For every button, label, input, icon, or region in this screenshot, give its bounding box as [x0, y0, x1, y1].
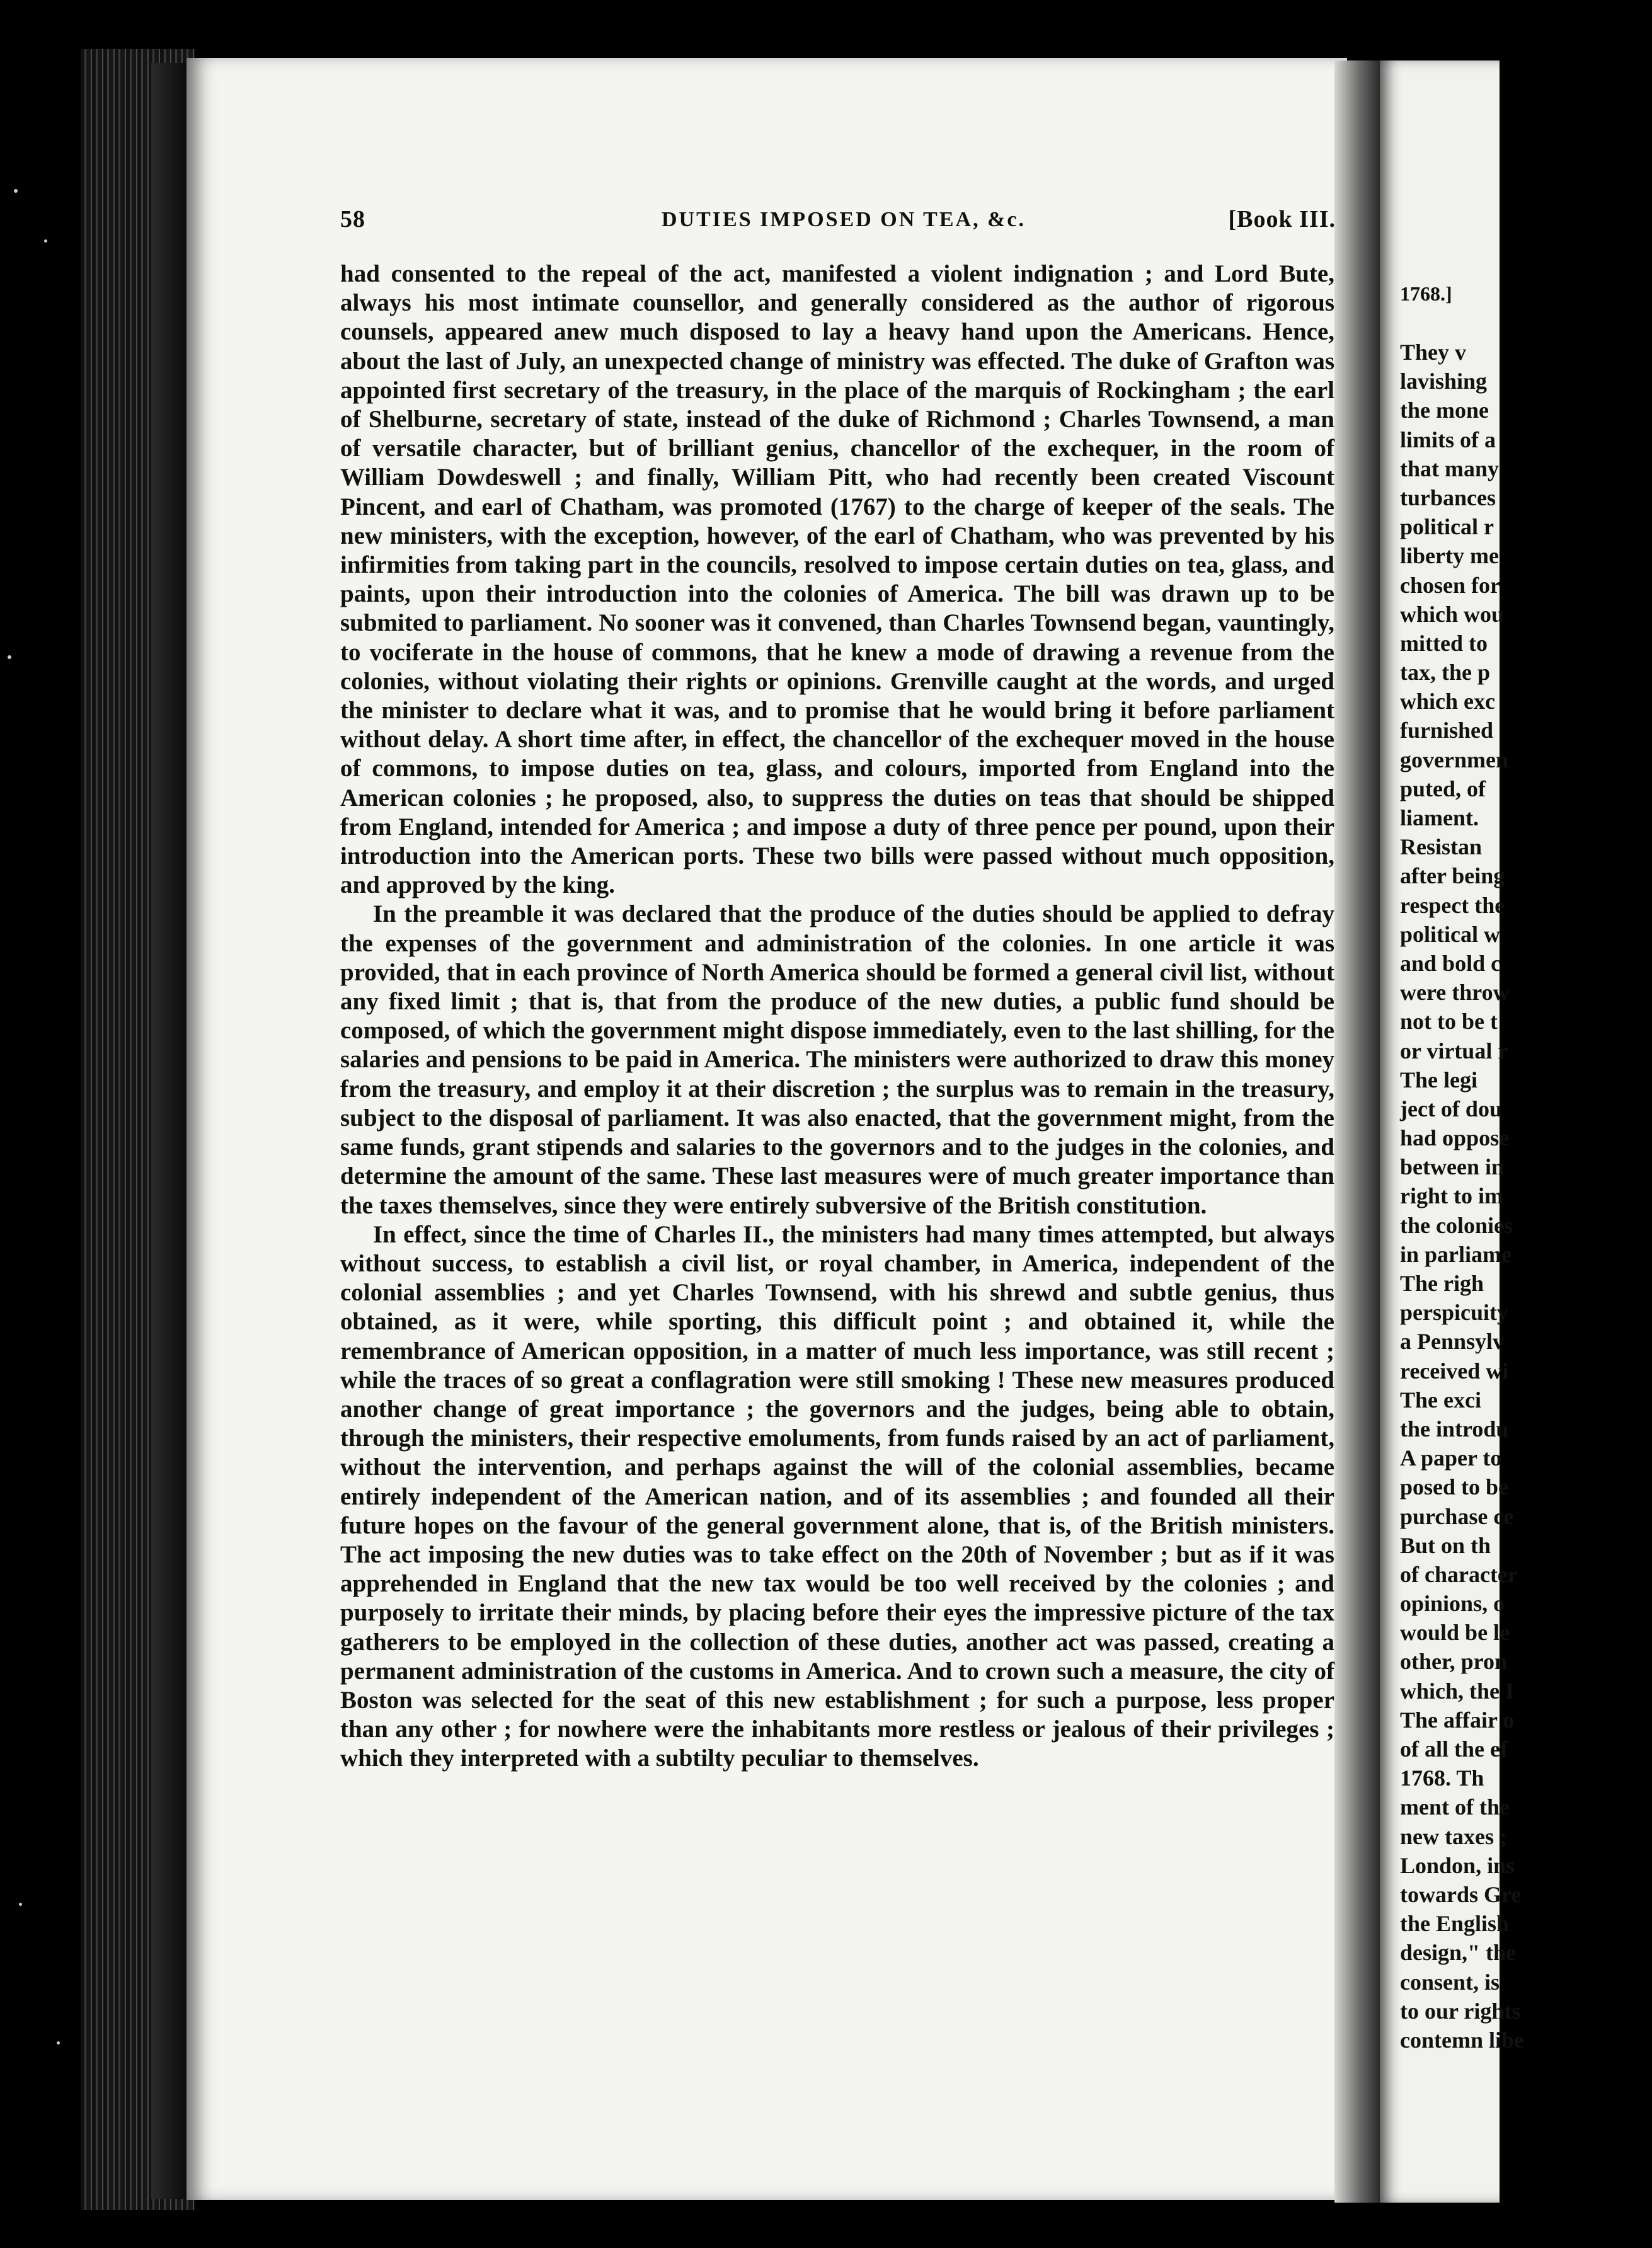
facing-page-line: in parliame: [1400, 1241, 1511, 1267]
dust-speck: [19, 1903, 22, 1906]
facing-page-line: 1768. Th: [1400, 1765, 1484, 1791]
facing-page-line: were throw: [1400, 980, 1510, 1006]
facing-page-line: which wou: [1400, 601, 1505, 627]
facing-page-line: not to be t: [1400, 1009, 1498, 1035]
facing-page-line: respect the: [1400, 892, 1505, 918]
facing-page-line: after being: [1400, 863, 1505, 889]
facing-page-line: between in: [1400, 1154, 1504, 1180]
facing-page-line: new taxes ;: [1400, 1823, 1507, 1849]
facing-page-line: tax, the p: [1400, 660, 1490, 685]
facing-page-line: right to im: [1400, 1183, 1503, 1209]
page-gutter: [1334, 60, 1385, 2203]
facing-page-line: opinions, o: [1400, 1591, 1505, 1617]
facing-page-line: chosen for: [1400, 572, 1500, 598]
dust-speck: [14, 189, 18, 193]
running-header: [340, 205, 1336, 243]
facing-page-fragment: [1380, 60, 1524, 2203]
facing-page-line: governmen: [1400, 747, 1508, 772]
facing-page-line: would be le: [1400, 1620, 1510, 1646]
facing-page-line: the introdu: [1400, 1416, 1509, 1442]
facing-page-line: that many: [1400, 456, 1500, 481]
facing-page-line: which, the I: [1400, 1678, 1515, 1704]
paragraph: In effect, since the time of Charles II., the ministers had many times attempted, but always without success, to establish a civil list, or royal chamber, in America, independent of the colonial assemblies ; and yet Charles Townsend, with his shrewd and subtle genius, thus obtained, as it were, while sporting, this difficult point ; and obtained it, while the remembrance of American opposition, in a matter of much less importance, was still recent ; while the traces of so great a conflagration were still smoking ! These new measures produced another change of great importance ; the governors and the judges, being able to obtain, through the ministers, their respective emoluments, from funds raised by an act of parliament, without the intervention, and perhaps against the will of the colonial assemblies, became entirely independent of the American nation, and of its assemblies ; and founded all their future hopes on the favour of the general government alone, that is, of the British ministers. The act imposing the new duties was to take effect on the 20th of November ; but as if it was apprehended in England that the new tax would be too well received by the colonies ; and purposely to irritate their minds, by placing before their eyes the impressive picture of the tax gatherers to be employed in the collection of these duties, another act was passed, creating a permanent administration of the customs in America. And to crown such a measure, the city of Boston was selected for the seat of this new establishment ; for such a purpose, less proper than any other ; for nowhere were the inhabitants more restless or jealous of their privileges ; which they interpreted with a subtilty peculiar to themselves.: [340, 1220, 1334, 1772]
page-fore-edge: [151, 63, 189, 2199]
facing-page-line: turbances: [1400, 485, 1496, 510]
facing-page-line: liament.: [1400, 805, 1479, 830]
facing-page-line: which exc: [1400, 689, 1495, 714]
facing-page-line: The righ: [1400, 1271, 1484, 1296]
facing-page-line: furnished: [1400, 718, 1494, 743]
facing-page-line: posed to be: [1400, 1474, 1509, 1500]
page-body: [340, 260, 1334, 1774]
facing-page-line: The legi: [1400, 1067, 1477, 1092]
facing-page-header: 1768.]: [1400, 282, 1452, 305]
facing-page-line: political w: [1400, 921, 1500, 947]
facing-page-line: of all the ef: [1400, 1736, 1508, 1762]
dust-speck: [44, 239, 47, 243]
facing-page-line: had oppose: [1400, 1125, 1510, 1151]
facing-page-line: A paper to: [1400, 1445, 1502, 1471]
facing-page-line: ject of dou: [1400, 1096, 1502, 1121]
facing-page-line: Resistan: [1400, 834, 1483, 860]
facing-page-lines: [1400, 338, 1652, 2055]
facing-page-line: lavishing: [1400, 369, 1488, 394]
facing-page-line: other, pron: [1400, 1649, 1508, 1675]
running-title: DUTIES IMPOSED ON TEA, &c.: [662, 208, 1026, 231]
facing-page-line: to our rights: [1400, 1998, 1521, 2024]
dust-speck: [57, 2041, 60, 2044]
dust-speck: [8, 655, 11, 659]
book-label: [Book III.: [1228, 206, 1336, 232]
facing-page-line: London, ins: [1400, 1852, 1515, 1878]
facing-page-line: design," the: [1400, 1940, 1517, 1966]
facing-page-line: the English: [1400, 1911, 1510, 1937]
facing-page-line: received wi: [1400, 1358, 1509, 1384]
facing-page-line: or virtual r: [1400, 1038, 1508, 1064]
facing-page-line: limits of a: [1400, 427, 1496, 452]
facing-page-line: purchase ce: [1400, 1503, 1514, 1529]
facing-page-line: and bold c: [1400, 950, 1501, 976]
facing-page-line: contemn libe: [1400, 2027, 1524, 2053]
facing-page-line: But on th: [1400, 1532, 1491, 1558]
facing-page-line: liberty me: [1400, 543, 1499, 569]
facing-page-line: ment of the: [1400, 1794, 1510, 1820]
paragraph: In the preamble it was declared that the produce of the duties should be applied to defray the expenses of the government and administration of the colonies. In one article it was provided, that in each province of North America should be formed a general civil list, without any fixed limit ; that is, that from the produce of the new duties, a public fund should be composed, of which the government might dispose immediately, even to the last shilling, for the salaries and pensions to be paid in America. The ministers were authorized to draw this money from the treasury, and employ it at their discretion ; the surplus was to remain in the treasury, subject to the disposal of parliament. It was also enacted, that the government might, from the same funds, grant stipends and salaries to the governors and to the judges in the colonies, and determine the amount of the same. These last measures were of much greater importance than the taxes themselves, since they were entirely subversive of the British constitution.: [340, 900, 1334, 1219]
facing-page-line: The exci: [1400, 1387, 1481, 1413]
paragraph: had consented to the repeal of the act, manifested a violent indignation ; and Lord Bute, always his most intimate counsellor, and generally considered as the author of rigorous counsels, appeared anew much disposed to lay a heavy hand upon the Americans. Hence, about the last of July, an unexpected change of ministry was effected. The duke of Grafton was appointed first secretary of the treasury, in the place of the marquis of Rockingham ; the earl of Shelburne, secretary of state, instead of the duke of Richmond ; Charles Townsend, a man of versatile character, but of brilliant genius, chancellor of the exchequer, in the room of William Dowdeswell ; and finally, William Pitt, who had recently been created Viscount Pincent, and earl of Chatham, was promoted (1767) to the charge of keeper of the seals. The new ministers, with the exception, however, of the earl of Chatham, who was prevented by his infirmities from taking part in the councils, resolved to impose certain duties on tea, glass, and paints, upon their introduction into the colonies of America. The bill was drawn up to be submited to parliament. No sooner was it convened, than Charles Townsend began, vauntingly, to vociferate in the house of commons, that he knew a mode of drawing a revenue from the colonies, without violating their rights or opinions. Grenville caught at the words, and urged the minister to declare what it was, and to promise that he would bring it before parliament without delay. A short time after, in effect, the chancellor of the exchequer moved in the house of commons, to impose duties on tea, glass, and colours, imported from England into the American colonies ; he proposed, also, to suppress the duties on teas that should be shipped from England, intended for America ; and impose a duty of three pence per pound, upon their introduction into the American ports. These two bills were passed without much opposition, and approved by the king.: [340, 260, 1334, 899]
facing-page-line: mitted to: [1400, 630, 1488, 656]
facing-page-line: The affair o: [1400, 1707, 1515, 1733]
facing-page-line: of character: [1400, 1561, 1518, 1587]
facing-page-line: consent, is: [1400, 1969, 1500, 1995]
facing-page-line: towards Gre: [1400, 1881, 1522, 1907]
facing-page-line: They v: [1400, 340, 1467, 365]
facing-page-line: political r: [1400, 514, 1494, 540]
facing-page-line: the colonies: [1400, 1212, 1513, 1238]
facing-page-line: puted, of: [1400, 776, 1486, 801]
page-number: 58: [340, 206, 365, 232]
facing-page-line: perspicuity: [1400, 1300, 1509, 1326]
facing-page-line: the mone: [1400, 398, 1489, 423]
facing-page-line: a Pennsylv: [1400, 1329, 1505, 1355]
